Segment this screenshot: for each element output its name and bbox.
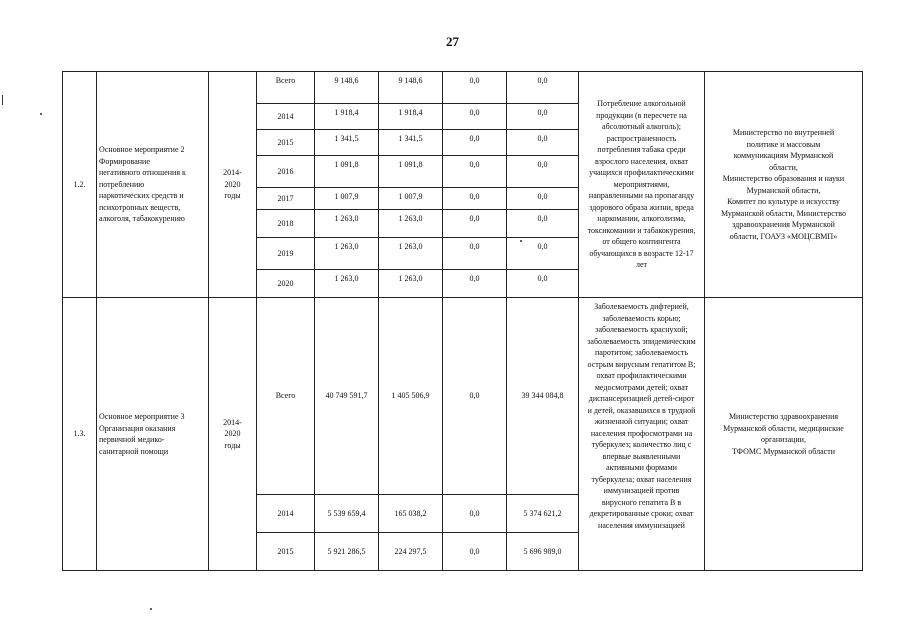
amount-cell: 0,0: [443, 188, 507, 210]
item-number: 1.3.: [63, 298, 97, 571]
indicators-cell: Заболеваемость дифтерией, заболеваемость корью; заболеваемость краснухой; заболеваемость эпидемическим паротитом; заболеваемость острым вирусным гепатитом В; охват профилактическими медосмотрами детей; охват диспансеризацией детей-сирот и детей, оказавшихся в трудной жизненной ситуации; охват населения профосмотрами на туберкулез; количество лиц с впервые выявленными активными формами туберкулеза; охват населения иммунизацией против вирусного гепатита В в декретированные сроки; охват населения иммунизацией: [579, 298, 705, 571]
amount-cell: 0,0: [443, 72, 507, 104]
amount-cell: 9 148,6: [379, 72, 443, 104]
amount-cell: 1 341,5: [379, 130, 443, 156]
amount-cell: 0,0: [443, 104, 507, 130]
table-row: [63, 72, 863, 104]
amount-cell: 0,0: [507, 188, 579, 210]
amount-cell: 1 918,4: [379, 104, 443, 130]
amount-cell: 0,0: [443, 494, 507, 532]
total-cell: 9 148,6: [315, 72, 379, 104]
year-cell: 2020: [257, 270, 315, 298]
page-number: 27: [446, 34, 459, 49]
activity-name: Основное мероприятие 2 Формирование негативного отношения к потреблению наркотических средств и психотропных веществ, алкоголя, табакокурению: [97, 72, 209, 298]
amount-cell: 1 405 506,9: [379, 298, 443, 494]
amount-cell: 5 374 621,2: [507, 494, 579, 532]
indicators-cell: Потребление алкогольной продукции (в пересчете на абсолютный алкоголь); распространенность потребления табака среди взрослого населения, охват учащихся профилактическими мероприятиями, направленными на пропаганду здорового образа жизни, вреда наркомании, алкоголизма, токсикомании и табакокурения, от общего контингента обучающихся в возрасте 12-17 лет: [579, 72, 705, 298]
executors-cell: Министерство здравоохранения Мурманской области, медицинские организации, ТФОМС Мурманской области: [705, 298, 863, 571]
amount-cell: 224 297,5: [379, 532, 443, 570]
amount-cell: 0,0: [443, 298, 507, 494]
total-cell: 1 007,9: [315, 188, 379, 210]
year-cell: 2015: [257, 130, 315, 156]
total-cell: 1 091,8: [315, 156, 379, 188]
amount-cell: 5 696 989,0: [507, 532, 579, 570]
total-cell: 40 749 591,7: [315, 298, 379, 494]
year-cell: 2014: [257, 104, 315, 130]
total-cell: 1 918,4: [315, 104, 379, 130]
amount-cell: 1 263,0: [379, 238, 443, 270]
total-cell: 5 539 659,4: [315, 494, 379, 532]
scan-speck: [40, 113, 42, 115]
year-cell: Всего: [257, 298, 315, 494]
total-cell: 1 263,0: [315, 270, 379, 298]
amount-cell: 1 263,0: [379, 210, 443, 238]
amount-cell: 1 007,9: [379, 188, 443, 210]
year-cell: Всего: [257, 72, 315, 104]
amount-cell: 0,0: [443, 156, 507, 188]
amount-cell: 39 344 084,8: [507, 298, 579, 494]
amount-cell: 0,0: [507, 210, 579, 238]
total-cell: 1 263,0: [315, 238, 379, 270]
year-cell: 2015: [257, 532, 315, 570]
activity-name: Основное мероприятие 3 Организация оказания первичной медико- санитарной помощи: [97, 298, 209, 571]
table-row: [63, 298, 863, 494]
period: 2014- 2020 годы: [209, 298, 257, 571]
amount-cell: 0,0: [507, 156, 579, 188]
program-table: [62, 71, 863, 571]
total-cell: 1 341,5: [315, 130, 379, 156]
total-cell: 1 263,0: [315, 210, 379, 238]
amount-cell: 0,0: [443, 238, 507, 270]
amount-cell: 0,0: [507, 238, 579, 270]
total-cell: 5 921 286,5: [315, 532, 379, 570]
executors-cell: Министерство по внутренней политике и массовым коммуникациям Мурманской области, Министерство образования и науки Мурманской области, Комитет по культуре и искусству Мурманской области, Министерство здравоохранения Мурманской области, ГОАУЗ «МОЦСВМП»: [705, 72, 863, 298]
amount-cell: 0,0: [443, 270, 507, 298]
amount-cell: 0,0: [443, 210, 507, 238]
amount-cell: 0,0: [507, 104, 579, 130]
year-cell: 2017: [257, 188, 315, 210]
amount-cell: 0,0: [507, 270, 579, 298]
amount-cell: 0,0: [507, 130, 579, 156]
amount-cell: 0,0: [443, 130, 507, 156]
year-cell: 2018: [257, 210, 315, 238]
amount-cell: 0,0: [443, 532, 507, 570]
scan-mark: [2, 95, 3, 105]
amount-cell: 165 038,2: [379, 494, 443, 532]
amount-cell: 0,0: [507, 72, 579, 104]
year-cell: 2014: [257, 494, 315, 532]
period: 2014- 2020 годы: [209, 72, 257, 298]
year-cell: 2019: [257, 238, 315, 270]
year-cell: 2016: [257, 156, 315, 188]
item-number: 1.2.: [63, 72, 97, 298]
scan-speck: [150, 608, 152, 610]
amount-cell: 1 263,0: [379, 270, 443, 298]
amount-cell: 1 091,8: [379, 156, 443, 188]
